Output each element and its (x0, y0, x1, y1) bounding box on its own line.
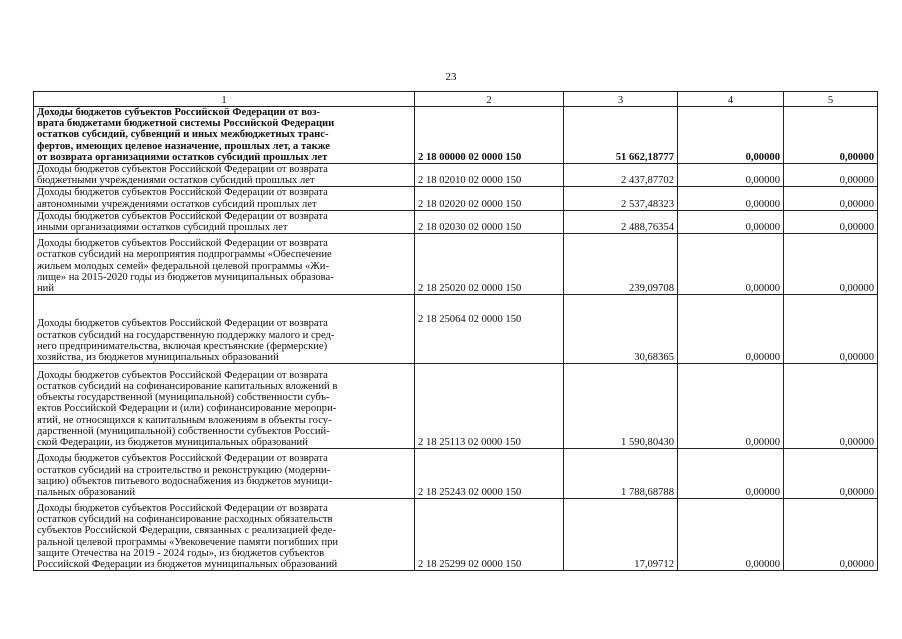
table-row (34, 107, 878, 164)
row-amount: 2 437,87702 (564, 164, 678, 187)
row-value-5: 0,00000 (784, 234, 878, 295)
column-header-2: 2 (415, 92, 564, 107)
row-code: 2 18 25064 02 0000 150 (415, 295, 564, 364)
row-code: 2 18 25299 02 0000 150 (415, 499, 564, 571)
row-value-4: 0,00000 (678, 107, 784, 164)
table-row (34, 210, 878, 233)
revenue-table (33, 91, 878, 571)
row-value-4: 0,00000 (678, 449, 784, 499)
row-value-5: 0,00000 (784, 164, 878, 187)
row-value-4: 0,00000 (678, 187, 784, 210)
row-amount: 1 788,68788 (564, 449, 678, 499)
row-description: Доходы бюджетов субъектов Российской Федерации от возврата остатков субсидий на софинансирование капитальных вложений в объекты государственной (муниципальной) собственности субъ- ектов Российской Федерации и (или) софинансирование меропри- ятий, не относящихся к капитальным вложениям в объекты госу- дарственной (муниципальной) собственности субъектов Россий- ской Федерации, из бюджетов муниципальных образований (34, 364, 415, 449)
column-header-4: 4 (678, 92, 784, 107)
row-description: Доходы бюджетов субъектов Российской Федерации от возврата остатков субсидий на государственную поддержку малого и сред- него предпринимательства, включая крестьянские (фермерские) хозяйства, из бюджетов муниципальных образований (34, 295, 415, 364)
row-value-4: 0,00000 (678, 210, 784, 233)
column-header-1: 1 (34, 92, 415, 107)
row-description: Доходы бюджетов субъектов Российской Федерации от воз- врата бюджетами бюджетной системы Российской Федерации остатков субсидий, субвенций и иных межбюджетных транс- фертов, имеющих целевое назначение, прошлых лет, а также от возврата организациями остатков субсидий прошлых лет (34, 107, 415, 164)
row-code: 2 18 25020 02 0000 150 (415, 234, 564, 295)
table-row (34, 449, 878, 499)
row-value-4: 0,00000 (678, 499, 784, 571)
row-code: 2 18 25243 02 0000 150 (415, 449, 564, 499)
row-value-5: 0,00000 (784, 364, 878, 449)
row-value-4: 0,00000 (678, 164, 784, 187)
row-amount: 30,68365 (564, 295, 678, 364)
row-code: 2 18 02010 02 0000 150 (415, 164, 564, 187)
table-row (34, 234, 878, 295)
row-description: Доходы бюджетов субъектов Российской Федерации от возврата автономными учреждениями остатков субсидий прошлых лет (34, 187, 415, 210)
row-code: 2 18 02030 02 0000 150 (415, 210, 564, 233)
table-row (34, 364, 878, 449)
row-amount: 2 488,76354 (564, 210, 678, 233)
table-row (34, 499, 878, 571)
row-amount: 239,09708 (564, 234, 678, 295)
table-header-row (34, 92, 878, 107)
table-row (34, 295, 878, 364)
row-code: 2 18 02020 02 0000 150 (415, 187, 564, 210)
row-value-5: 0,00000 (784, 449, 878, 499)
table-row (34, 187, 878, 210)
row-description: Доходы бюджетов субъектов Российской Федерации от возврата иными организациями остатков субсидий прошлых лет (34, 210, 415, 233)
row-value-5: 0,00000 (784, 187, 878, 210)
row-value-5: 0,00000 (784, 295, 878, 364)
row-amount: 51 662,18777 (564, 107, 678, 164)
row-amount: 1 590,80430 (564, 364, 678, 449)
row-value-5: 0,00000 (784, 210, 878, 233)
row-code: 2 18 00000 02 0000 150 (415, 107, 564, 164)
row-description: Доходы бюджетов субъектов Российской Федерации от возврата остатков субсидий на строительство и реконструкцию (модерни- зацию) объектов питьевого водоснабжения из бюджетов муници- пальных образований (34, 449, 415, 499)
row-description: Доходы бюджетов субъектов Российской Федерации от возврата остатков субсидий на софинансирование расходных обязательств субъектов Российской Федерации, связанных с реализацией феде- ральной целевой программы «Увековечение памяти погибших при защите Отечества на 2019 - 2024 годы», из бюджетов субъектов Российской Федерации из бюджетов муниципальных образований (34, 499, 415, 571)
row-amount: 2 537,48323 (564, 187, 678, 210)
row-value-5: 0,00000 (784, 499, 878, 571)
row-value-4: 0,00000 (678, 295, 784, 364)
row-code: 2 18 25113 02 0000 150 (415, 364, 564, 449)
row-value-4: 0,00000 (678, 364, 784, 449)
column-header-5: 5 (784, 92, 878, 107)
page-number: 23 (445, 71, 457, 83)
row-value-4: 0,00000 (678, 234, 784, 295)
row-value-5: 0,00000 (784, 107, 878, 164)
row-description: Доходы бюджетов субъектов Российской Федерации от возврата остатков субсидий на мероприятия подпрограммы «Обеспечение жильем молодых семей» федеральной целевой программы «Жи- лище» на 2015-2020 годы из бюджетов муниципальных образова- ний (34, 234, 415, 295)
row-description: Доходы бюджетов субъектов Российской Федерации от возврата бюджетными учреждениями остатков субсидий прошлых лет (34, 164, 415, 187)
row-amount: 17,09712 (564, 499, 678, 571)
column-header-3: 3 (564, 92, 678, 107)
table-row (34, 164, 878, 187)
